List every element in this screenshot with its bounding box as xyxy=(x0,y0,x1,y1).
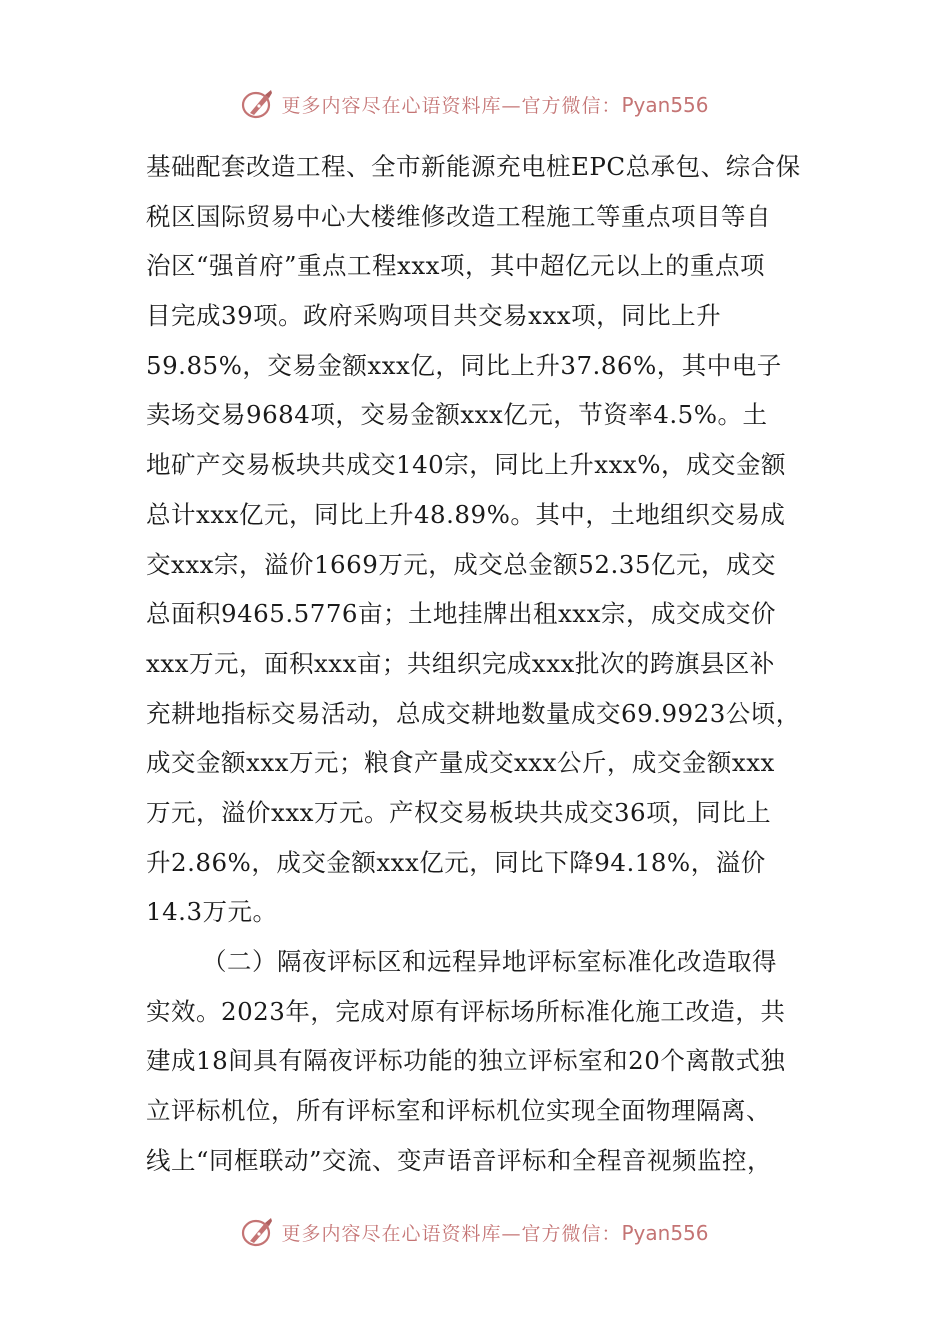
body-line: 目完成39项。政府采购项目共交易xxx项，同比上升 xyxy=(146,301,722,331)
body-line: xxx万元，面积xxx亩；共组织完成xxx批次的跨旗县区补 xyxy=(146,648,775,678)
document-body xyxy=(146,142,826,1185)
body-line: 税区国际贸易中心大楼维修改造工程施工等重点项目等自 xyxy=(146,201,771,231)
body-line: 总计xxx亿元，同比上升48.89%。其中，土地组织交易成 xyxy=(146,499,786,529)
watermark-text: 更多内容尽在心语资料库—官方微信：Pyan556 xyxy=(281,1220,709,1245)
body-line: 线上“同框联动”交流、变声语音评标和全程音视频监控， xyxy=(146,1145,773,1175)
body-line: 成交金额xxx万元；粮食产量成交xxx公斤，成交金额xxx xyxy=(146,748,775,778)
body-line: 14.3万元。 xyxy=(146,897,278,927)
section-heading-line: （二）隔夜评标区和远程异地评标室标准化改造取得 xyxy=(202,947,777,976)
footer-watermark-banner xyxy=(0,1212,950,1252)
body-line: 实效。2023年，完成对原有评标场所标准化施工改造，共 xyxy=(146,996,786,1026)
body-line: 立评标机位，所有评标室和评标机位实现全面物理隔离、 xyxy=(146,1096,771,1126)
pen-nib-circle-icon xyxy=(241,87,275,121)
body-line: 万元，溢价xxx万元。产权交易板块共成交36项，同比上 xyxy=(146,797,772,827)
body-line: 交xxx宗，溢价1669万元，成交总金额52.35亿元，成交 xyxy=(146,549,776,579)
pen-nib-circle-icon xyxy=(241,1215,275,1249)
body-line: 59.85%，交易金额xxx亿，同比上升37.86%，其中电子 xyxy=(146,350,782,380)
watermark-text: 更多内容尽在心语资料库—官方微信：Pyan556 xyxy=(281,92,709,117)
body-line: 卖场交易9684项，交易金额xxx亿元，节资率4.5%。土 xyxy=(146,400,768,430)
body-line: 升2.86%，成交金额xxx亿元，同比下降94.18%，溢价 xyxy=(146,847,766,877)
body-line: 总面积9465.5776亩；土地挂牌出租xxx宗，成交成交价 xyxy=(146,599,776,629)
body-line: 地矿产交易板块共成交140宗，同比上升xxx%，成交金额 xyxy=(146,450,786,480)
body-line: 充耕地指标交易活动，总成交耕地数量成交69.9923公顷， xyxy=(146,698,801,728)
body-line: 治区“强首府”重点工程xxx项，其中超亿元以上的重点项 xyxy=(146,251,765,281)
body-line: 基础配套改造工程、全市新能源充电桩EPC总承包、综合保 xyxy=(146,152,801,181)
body-line: 建成18间具有隔夜评标功能的独立评标室和20个离散式独 xyxy=(146,1046,786,1076)
header-watermark-banner xyxy=(0,84,950,124)
